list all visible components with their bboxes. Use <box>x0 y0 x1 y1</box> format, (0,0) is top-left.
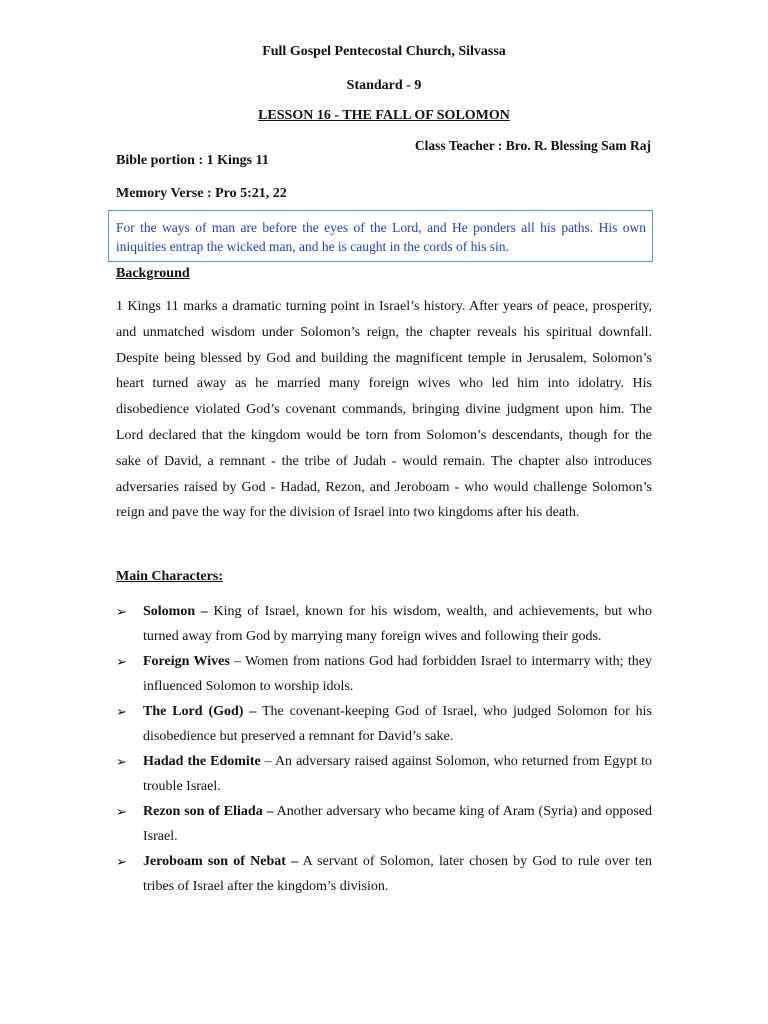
character-description: – Women from nations God had forbidden Israel to intermarry with; they influenced Solomon to worship idols. <box>143 654 653 694</box>
arrow-bullet-icon: ➢ <box>116 854 127 869</box>
list-item <box>116 699 652 749</box>
lesson-title: LESSON 16 - THE FALL OF SOLOMON <box>258 108 510 123</box>
characters-list <box>116 599 652 899</box>
character-name: Foreign Wives <box>143 654 230 669</box>
arrow-bullet-icon: ➢ <box>116 754 127 769</box>
character-name: Rezon son of Eliada – <box>143 804 274 819</box>
character-description: The covenant-keeping God of Israel, who judged Solomon for his disobedience but preserved a remnant for David’s sake. <box>143 704 652 744</box>
arrow-bullet-icon: ➢ <box>116 604 127 619</box>
character-description: Another adversary who became king of Aram (Syria) and opposed Israel. <box>143 804 653 844</box>
character-description: King of Israel, known for his wisdom, wealth, and achievements, but who turned away from God by marrying many foreign wives and following their gods. <box>143 604 652 644</box>
church-name: Full Gospel Pentecostal Church, Silvassa <box>262 44 506 59</box>
list-item <box>116 599 652 649</box>
memory-verse-box: For the ways of man are before the eyes of the Lord, and He ponders all his paths. His own iniquities entrap the wicked man, and he is caught in the cords of his sin. <box>108 210 653 262</box>
arrow-bullet-icon: ➢ <box>116 704 127 719</box>
arrow-bullet-icon: ➢ <box>116 654 127 669</box>
character-name: The Lord (God) – <box>143 704 257 719</box>
list-item <box>116 649 652 699</box>
list-item <box>116 799 652 849</box>
character-name: Hadad the Edomite <box>143 754 261 769</box>
character-description: – An adversary raised against Solomon, who returned from Egypt to trouble Israel. <box>143 754 652 794</box>
character-name: Solomon – <box>143 604 208 619</box>
main-characters-heading: Main Characters: <box>116 569 223 584</box>
standard-label: Standard - 9 <box>346 78 422 93</box>
bible-portion: Bible portion : 1 Kings 11 <box>116 153 269 168</box>
list-item <box>116 849 652 899</box>
character-description: A servant of Solomon, later chosen by God to rule over ten tribes of Israel after the kingdom’s division. <box>143 854 652 894</box>
class-teacher: Class Teacher : Bro. R. Blessing Sam Raj <box>414 138 651 153</box>
background-paragraph: 1 Kings 11 marks a dramatic turning point in Israel’s history. After years of peace, prosperity, and unmatched wisdom under Solomon’s reign, the chapter reveals his spiritual downfall. Despite being blessed by God and building the magnificent temple in Jerusalem, Solomon’s heart turned away as he married many foreign wives who led him into idolatry. His disobedience violated God’s covenant commands, bringing divine judgment upon him. The Lord declared that the kingdom would be torn from Solomon’s descendants, though for the sake of David, a remnant - the tribe of Judah - would remain. The chapter also introduces adversaries raised by God - Hadad, Rezon, and Jeroboam - who would challenge Solomon’s reign and pave the way for the division of Israel into two kingdoms after his death. <box>116 299 652 521</box>
memory-verse-label: Memory Verse : Pro 5:21, 22 <box>116 186 287 201</box>
list-item <box>116 749 652 799</box>
character-name: Jeroboam son of Nebat – <box>143 854 299 869</box>
arrow-bullet-icon: ➢ <box>116 804 127 819</box>
background-heading: Background <box>116 266 190 281</box>
